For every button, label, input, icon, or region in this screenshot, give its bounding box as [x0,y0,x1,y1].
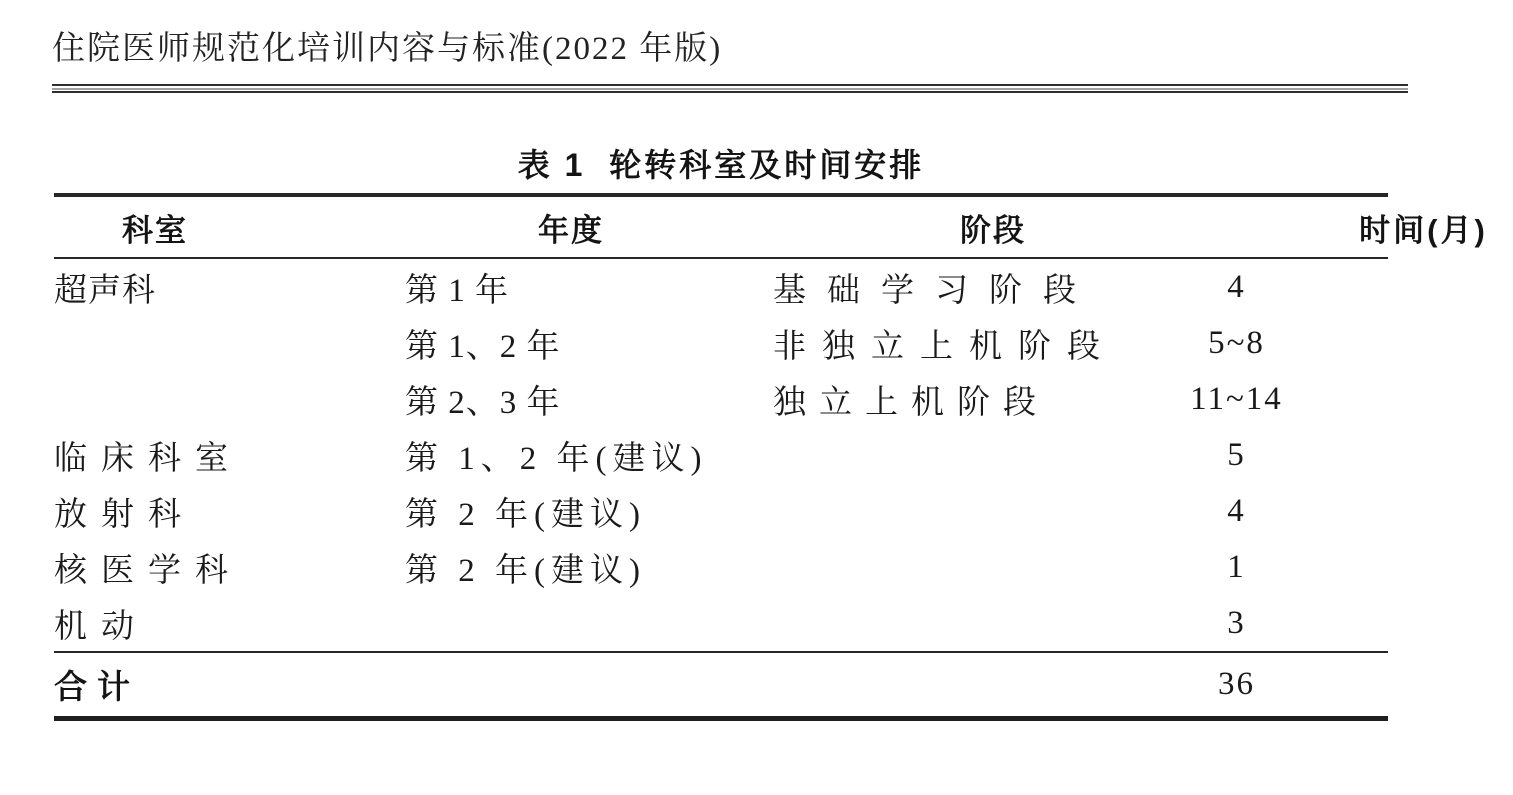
table-row [54,483,1388,539]
cell-dept: 临床科室 [54,440,242,477]
cell-dept: 核医学科 [54,552,242,589]
cell-stage: 独立上机阶段 [773,384,1049,421]
table-header-row [54,197,1488,259]
table-row [54,427,1388,483]
cell-year: 第 1 年 [405,272,509,309]
cell-year: 第 2 年(建议) [405,552,646,589]
table-row [54,259,1388,315]
rotation-schedule-table [54,193,1488,721]
cell-year: 第 1、2 年(建议) [405,440,708,477]
cell-dept: 机动 [54,608,148,645]
cell-year: 第 2 年(建议) [405,496,646,533]
cell-time: 4 [1227,492,1246,529]
cell-time: 5~8 [1208,324,1265,361]
cell-stage: 基础学习阶段 [773,272,1097,309]
cell-time: 11~14 [1190,380,1283,417]
table-row [54,371,1388,427]
column-header-dept: 科室 [122,212,188,248]
column-header-time: 时间(月) [1359,212,1488,248]
table-body [54,259,1388,651]
cell-time: 5 [1227,436,1246,473]
table-total-row [54,651,1388,716]
cell-total-label: 合计 [54,668,140,705]
header-double-rule [52,84,1408,93]
cell-dept: 超声科 [54,272,156,309]
cell-stage: 非独立上机阶段 [773,328,1116,365]
cell-year: 第 1、2 年 [405,328,561,365]
cell-dept: 放射科 [54,496,195,533]
table-row [54,595,1388,651]
cell-time: 4 [1227,268,1246,305]
table-caption: 表 1 轮转科室及时间安排 [517,147,925,183]
table-row [54,539,1388,595]
cell-time: 1 [1227,548,1246,585]
column-header-stage: 阶段 [960,212,1026,248]
cell-year: 第 2、3 年 [405,384,561,421]
table-row [54,315,1388,371]
cell-total-value: 36 [1218,666,1255,702]
column-header-year: 年度 [538,212,604,248]
doc-title: 住院医师规范化培训内容与标准(2022 年版) [52,31,723,67]
cell-time: 3 [1227,604,1246,641]
